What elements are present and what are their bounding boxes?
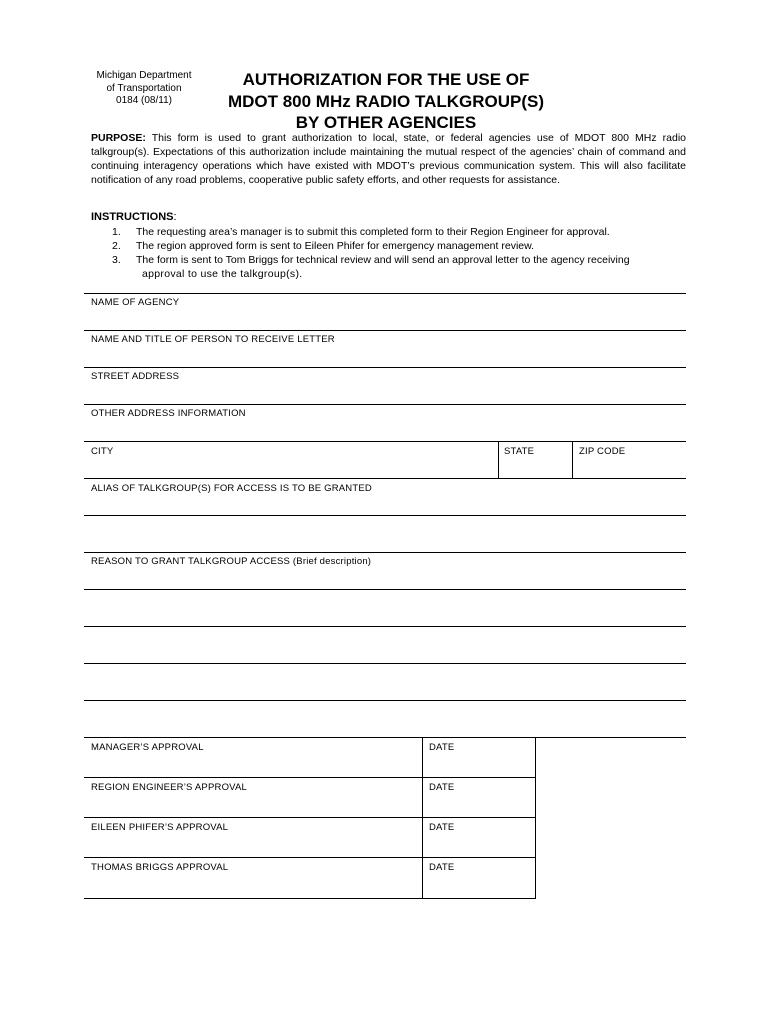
approval-divider [84,857,535,858]
instruction-continuation: approval to use the talkgroup(s). [142,268,303,280]
approval-divider [84,817,535,818]
form-number: 0184 (08/11) [116,95,172,106]
field-divider [84,441,686,442]
field-divider [84,663,686,664]
zip-code-field[interactable]: ZIP CODE [579,446,626,457]
field-divider [84,478,686,479]
instruction-text: The form is sent to Tom Briggs for technical review and will send an approval letter to the agency receiving [136,254,630,266]
title-line-1: AUTHORIZATION FOR THE USE OF [242,70,530,89]
manager-approval-field[interactable]: MANAGER’S APPROVAL [91,742,204,753]
field-divider [84,330,686,331]
city-field[interactable]: CITY [91,446,114,457]
instruction-number: 1. [112,226,121,238]
approval-bottom-border [84,898,536,899]
thomas-briggs-date-field[interactable]: DATE [429,862,455,873]
field-separator [572,441,573,478]
thomas-briggs-approval-field[interactable]: THOMAS BRIGGS APPROVAL [91,862,229,873]
talkgroup-alias-field[interactable]: ALIAS OF TALKGROUP(S) FOR ACCESS IS TO BE GRANTED [91,483,372,494]
reason-field[interactable]: REASON TO GRANT TALKGROUP ACCESS (Brief description) [91,556,372,567]
field-divider [84,737,686,738]
approval-divider [84,777,535,778]
purpose-paragraph [91,131,686,187]
department-subname: of Transportation [106,82,182,94]
field-divider [84,700,686,701]
field-divider [84,626,686,627]
instructions-heading: INSTRUCTIONS: [91,211,177,223]
field-divider [84,552,686,553]
field-separator [498,441,499,478]
manager-approval-date-field[interactable]: DATE [429,742,455,753]
instruction-item [91,239,691,253]
eileen-phifer-date-field[interactable]: DATE [429,822,455,833]
field-divider [84,589,686,590]
region-engineer-approval-field[interactable]: REGION ENGINEER’S APPROVAL [91,782,248,793]
title-line-2: MDOT 800 MHz RADIO TALKGROUP(S) [227,91,545,111]
field-divider [84,367,686,368]
instruction-item [91,253,691,267]
instruction-item [91,225,691,239]
other-address-field[interactable]: OTHER ADDRESS INFORMATION [91,408,246,419]
state-field[interactable]: STATE [504,446,535,457]
instruction-number: 2. [112,240,121,252]
field-divider [84,293,686,294]
recipient-name-field[interactable]: NAME AND TITLE OF PERSON TO RECEIVE LETTER [91,334,335,345]
field-divider [84,515,686,516]
field-divider [84,404,686,405]
region-engineer-date-field[interactable]: DATE [429,782,455,793]
form-title [206,69,566,134]
street-address-field[interactable]: STREET ADDRESS [91,371,180,382]
instruction-text: The requesting area’s manager is to submit this completed form to their Region Engineer for approval. [136,226,610,238]
approval-right-border [535,737,536,898]
purpose-text: This form is used to grant authorization to local, state, or federal agencies use of MDOT 800 MHz radio talkgroup(s). Expectations of this authorization include maintaining the mutual respect of the agencies’ chain of command and continuing interagency operations which have existed with MDOT’s previous communication system. This will also facilitate notification of any road problems, cooperative public safety efforts, and other requests for assistance. [91,132,686,186]
title-line-3: BY OTHER AGENCIES [295,113,477,132]
instruction-text: The region approved form is sent to Eileen Phifer for emergency management review. [136,240,535,252]
instruction-number: 3. [112,254,121,266]
instructions-list [91,225,691,281]
department-block [84,70,204,108]
eileen-phifer-approval-field[interactable]: EILEEN PHIFER’S APPROVAL [91,822,229,833]
agency-name-field[interactable]: NAME OF AGENCY [91,297,180,308]
department-name: Michigan Department [96,70,192,81]
purpose-label: PURPOSE: [91,132,146,144]
instructions-label: INSTRUCTIONS [91,211,174,223]
